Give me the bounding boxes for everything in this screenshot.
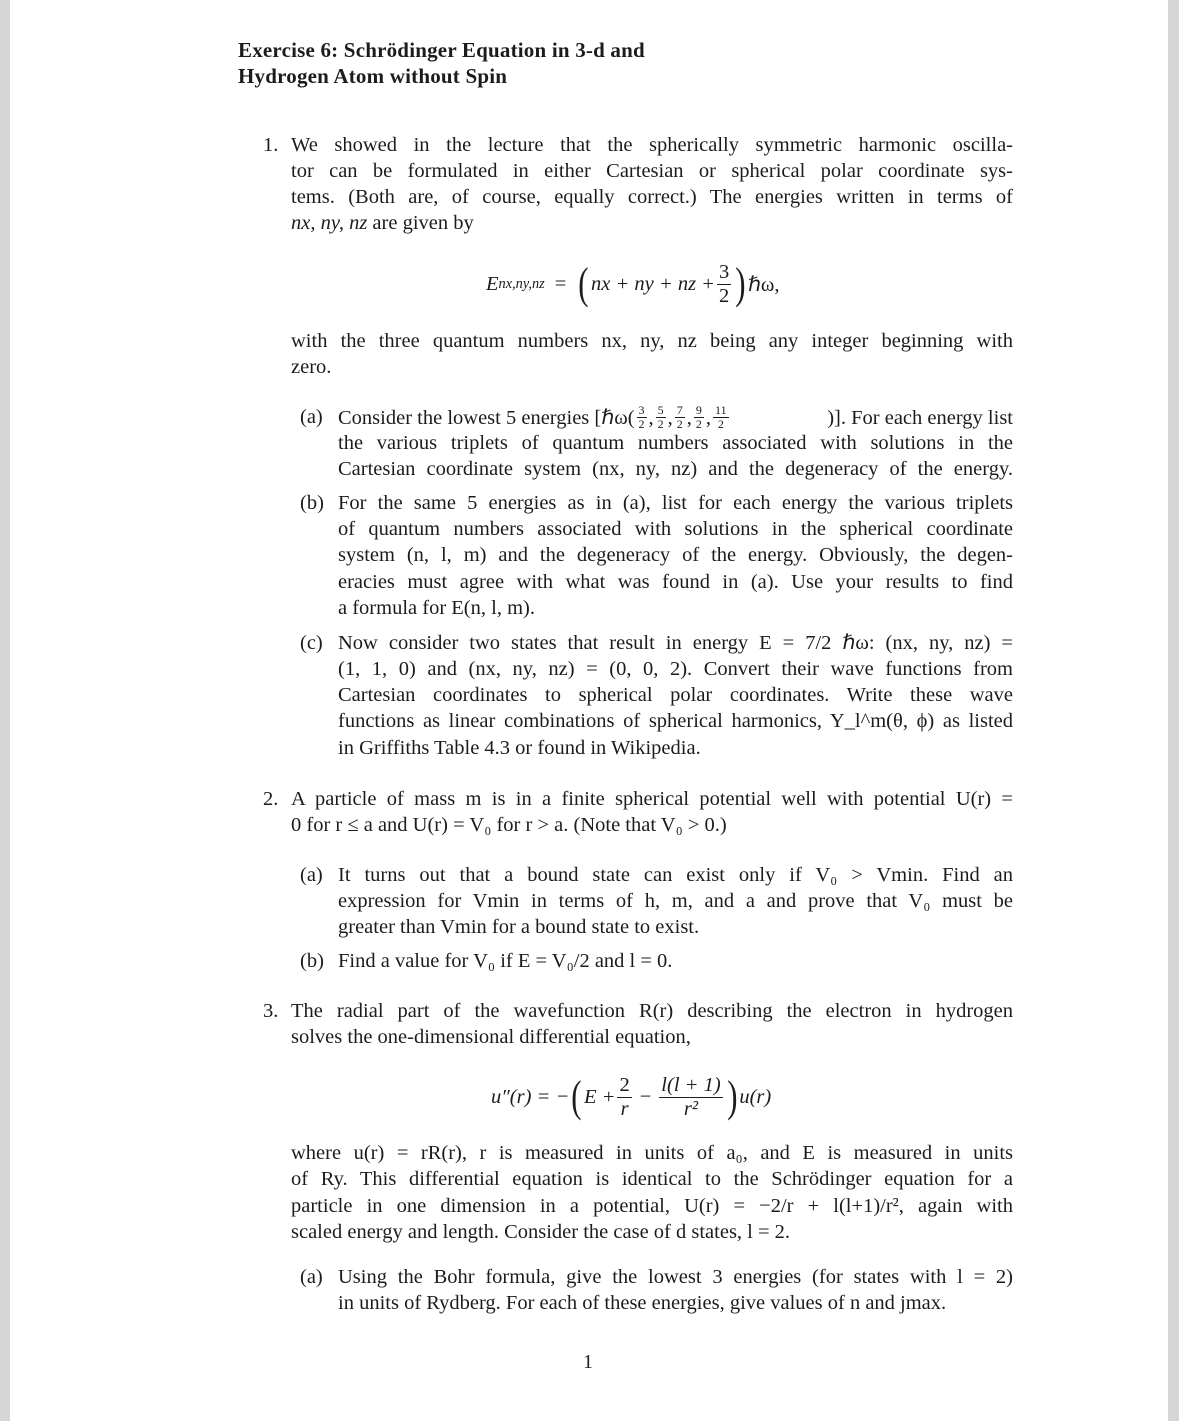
problem-1c-line-4: functions as linear combinations of spherical harmonics, Y_l^m(θ, ϕ) as listed — [338, 710, 1013, 732]
frac-3-2 — [637, 404, 647, 431]
radial-eq-minus: − — [639, 1085, 652, 1108]
problem-3-line-2: solves the one-dimensional differential equation, — [291, 1026, 691, 1048]
eq-rhs: nx + ny + nz + — [590, 272, 716, 295]
problem-1a-line-3: Cartesian coordinate system (nx, ny, nz) and the degeneracy of the energy. — [338, 458, 1013, 480]
title-line-1: Exercise 6: Schrödinger Equation in 3-d and — [238, 38, 645, 62]
radial-eq-tail: u(r) — [739, 1085, 772, 1108]
frac-den: 2 — [717, 417, 724, 432]
eq-tail: ℏω, — [747, 273, 780, 296]
radial-eq-lhs: u″(r) = − — [491, 1085, 570, 1108]
problem-1a-label: (a) — [300, 406, 323, 428]
quantum-number-vars: nx, ny, nz — [291, 212, 368, 234]
frac-num: 3 — [638, 403, 645, 417]
problem-1b-line-2: of quantum numbers associated with solutions in the spherical coordinate — [338, 518, 1013, 540]
problem-1c-line-2: (1, 1, 0) and (nx, ny, nz) = (0, 0, 2). Convert their wave functions from — [338, 658, 1013, 680]
radial-equation: u″(r) = − ( E + $\frac{2}{r}$ − $\frac{l(l + 1)}{\text{r²}}$ ) u(r) — [491, 1072, 772, 1121]
problem-1c-label: (c) — [300, 632, 323, 654]
problem-3-number: 3. — [263, 1000, 279, 1022]
problem-1-line-4 — [291, 210, 474, 236]
frac-num: 7 — [676, 403, 683, 417]
problem-1b-line-3: system (n, l, m) and the degeneracy of the energy. Obviously, the degen- — [338, 544, 1013, 566]
frac-den: 2 — [657, 417, 664, 432]
problem-2b-label: (b) — [300, 950, 324, 972]
problem-1-line-1: We showed in the lecture that the spherically symmetric harmonic oscilla- — [291, 134, 1013, 156]
problem-3a-line-2: in units of Rydberg. For each of these energies, give values of n and jmax. — [338, 1292, 947, 1314]
frac-num: 2 — [619, 1073, 630, 1096]
problem-2-line-2: 0 for r ≤ a and U(r) = V₀ for r > a. (Note that V₀ > 0.) — [291, 814, 727, 836]
problem-2-line-1: A particle of mass m is in a finite spherical potential well with potential U(r) = — [291, 788, 1013, 810]
document-page — [10, 0, 1168, 1421]
problem-3-line-6: scaled energy and length. Consider the case of d states, l = 2. — [291, 1221, 791, 1243]
problem-1c-line-3: Cartesian coordinates to spherical polar coordinates. Write these wave — [338, 684, 1013, 706]
frac-den: r — [620, 1097, 629, 1120]
problem-2a-line-3: greater than Vmin for a bound state to exist. — [338, 916, 700, 938]
problem-3a-line-1: Using the Bohr formula, give the lowest 3 energies (for states with l = 2) — [338, 1266, 1013, 1288]
problem-1b-label: (b) — [300, 492, 324, 514]
frac-11-2 — [713, 404, 729, 431]
problem-3-line-1: The radial part of the wavefunction R(r) describing the electron in hydrogen — [291, 1000, 1013, 1022]
problem-1c-line-1: Now consider two states that result in energy E = 7/2 ℏω: (nx, ny, nz) = — [338, 632, 1013, 654]
problem-1b-line-4: eracies must agree with what was found in (a). Use your results to find — [338, 571, 1013, 593]
eq-fraction — [717, 261, 731, 307]
eq-frac-num: 3 — [719, 260, 730, 283]
problem-1-number: 1. — [263, 134, 279, 156]
radial-eq-frac-1 — [617, 1074, 631, 1120]
problem-1-line-5: with the three quantum numbers nx, ny, nz being any integer beginning with — [291, 330, 1013, 352]
problem-3-line-4: of Ry. This differential equation is identical to the Schrödinger equation for a — [291, 1168, 1013, 1190]
problem-1-line-3: tems. (Both are, of course, equally correct.) The energies written in terms of — [291, 186, 1013, 208]
problem-1a-line-1: Consider the lowest 5 energies [ℏω( $\frac{3}{2}$ , $\frac{5}{2}$ , $\frac{7}{2}$ , $\frac{9}{2}$ , $\frac{11}{2}$ )]. For each energy list — [338, 403, 1013, 432]
problem-1b-line-1: For the same 5 energies as in (a), list for each energy the various triplets — [338, 492, 1013, 514]
problem-1-line-6: zero. — [291, 356, 332, 378]
problem-2a-label: (a) — [300, 864, 323, 886]
frac-7-2 — [675, 404, 685, 431]
frac-num: 11 — [715, 403, 727, 417]
problem-2-number: 2. — [263, 788, 279, 810]
eq-frac-den: 2 — [719, 284, 730, 307]
radial-eq-frac-2 — [659, 1074, 722, 1120]
radial-eq-E: E + — [584, 1085, 616, 1108]
frac-den: r² — [683, 1097, 699, 1120]
problem-1a-pre: Consider the lowest 5 energies [ℏω( — [338, 406, 635, 429]
page-number: 1 — [583, 1351, 593, 1373]
problem-1a-post: )]. For each energy list — [827, 406, 1013, 429]
frac-num: 9 — [695, 403, 702, 417]
problem-1-line-4-text: are given by — [367, 212, 474, 234]
frac-den: 2 — [676, 417, 683, 432]
frac-9-2 — [694, 404, 704, 431]
problem-1a-line-2: the various triplets of quantum numbers associated with solutions in the — [338, 432, 1013, 454]
problem-2b-line-1: Find a value for V₀ if E = V₀/2 and l = 0. — [338, 950, 673, 972]
problem-1b-line-5: a formula for E(n, l, m). — [338, 597, 535, 619]
frac-den: 2 — [695, 417, 702, 432]
frac-den: 2 — [638, 417, 645, 432]
frac-5-2 — [656, 404, 666, 431]
title-line-2: Hydrogen Atom without Spin — [238, 64, 508, 88]
problem-1-line-2: tor can be formulated in either Cartesian or spherical polar coordinate sys- — [291, 160, 1013, 182]
energy-equation: E nx,ny,nz = ( nx + ny + nz + $\frac{3}{2}$ ) ℏω, — [486, 259, 780, 308]
problem-1c-line-5: in Griffiths Table 4.3 or found in Wikipedia. — [338, 737, 701, 759]
problem-3a-label: (a) — [300, 1266, 323, 1288]
problem-3-line-5: particle in one dimension in a potential, U(r) = −2/r + l(l+1)/r², again with — [291, 1195, 1013, 1217]
problem-2a-line-2: expression for Vmin in terms of h, m, and a and prove that V₀ must be — [338, 890, 1013, 912]
frac-num: 5 — [657, 403, 664, 417]
frac-num: l(l + 1) — [661, 1073, 721, 1096]
problem-3-line-3: where u(r) = rR(r), r is measured in units of a₀, and E is measured in units — [291, 1142, 1013, 1164]
eq-lhs: E — [486, 272, 499, 295]
problem-2a-line-1: It turns out that a bound state can exist only if V₀ > Vmin. Find an — [338, 864, 1013, 886]
